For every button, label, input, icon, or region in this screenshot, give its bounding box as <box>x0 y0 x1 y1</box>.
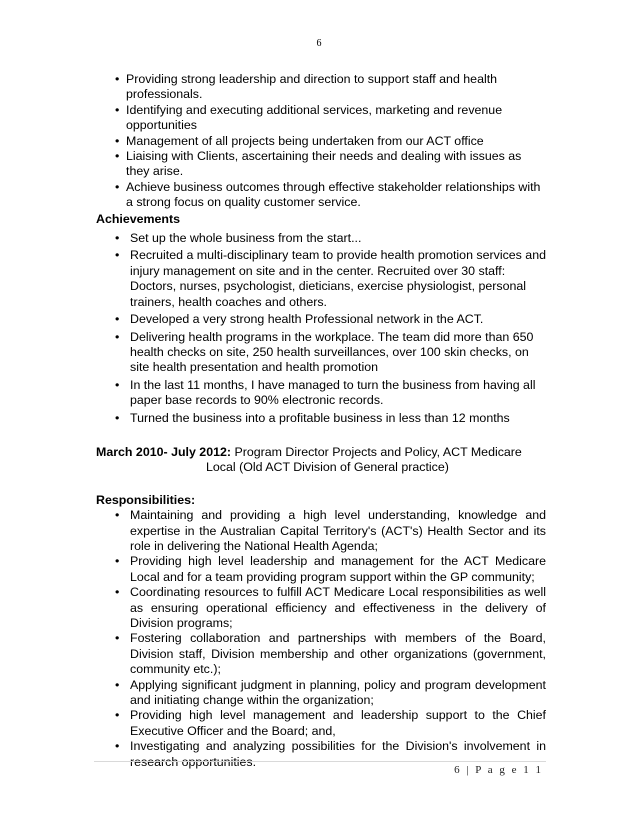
role-dates: March 2010- July 2012: <box>96 444 231 459</box>
responsibilities-heading: Responsibilities: <box>96 492 196 507</box>
list-item: • Identifying and executing additional services, marketing and revenue opportunities <box>96 103 546 134</box>
list-item: • Coordinating resources to fulfill ACT Medicare Local responsibilities as well as ensuring operational efficiency and effectiveness in the delivery of Division programs; <box>96 585 546 631</box>
list-item: • Delivering health programs in the workplace. The team did more than 650 health checks on site, 250 health surveillances, over 100 skin checks, on site health presentation and health promotion <box>96 330 546 376</box>
footer-divider <box>94 761 546 762</box>
list-item: • Liaising with Clients, ascertaining their needs and dealing with issues as they arise. <box>96 149 546 180</box>
list-item: • Fostering collaboration and partnerships with members of the Board, Division staff, Division membership and other organizations (government, community etc.); <box>96 631 546 677</box>
list-item: • Applying significant judgment in planning, policy and program development and initiating change within the organization; <box>96 678 546 709</box>
achievements-heading: Achievements <box>96 211 181 226</box>
list-item: • Set up the whole business from the start... <box>96 231 546 246</box>
role-entry <box>96 445 546 476</box>
list-item: • Developed a very strong health Professional network in the ACT. <box>96 312 546 327</box>
list-item: • Turned the business into a profitable business in less than 12 months <box>96 411 546 426</box>
page-number-header: 6 <box>316 38 322 49</box>
list-item: • Recruited a multi-disciplinary team to provide health promotion services and injury management on site and in the center. Recruited over 30 staff: Doctors, nurses, psychologist, dieticians, exercise physiologist, personal trainers, health coaches and others. <box>96 248 546 310</box>
list-item: • Investigating and analyzing possibilities for the Division's involvement in research opportunities. <box>96 739 546 770</box>
list-item: • Providing strong leadership and direction to support staff and health professionals. <box>96 72 546 103</box>
list-item: • Management of all projects being undertaken from our ACT office <box>96 134 546 149</box>
responsibilities-list <box>96 508 546 770</box>
list-item: • Maintaining and providing a high level understanding, knowledge and expertise in the Australian Capital Territory's (ACT's) Health Sector and its role in delivering the National Health Agenda; <box>96 508 546 554</box>
list-item: • Achieve business outcomes through effective stakeholder relationships with a strong focus on quality customer service. <box>96 180 546 211</box>
role-title: Program Director Projects and Policy, ACT Medicare <box>231 444 522 459</box>
list-item: • In the last 11 months, I have managed to turn the business from having all paper base records to 90% electronic records. <box>96 378 546 409</box>
page-footer: 6 | P a g e 1 1 <box>454 764 543 776</box>
role-title-continued: Local (Old ACT Division of General practice) <box>206 460 449 475</box>
achievements-list <box>96 231 546 426</box>
list-item: • Providing high level management and leadership support to the Chief Executive Officer and the Board; and, <box>96 708 546 739</box>
list-item: • Providing high level leadership and management for the ACT Medicare Local and for a team providing program support within the GP community; <box>96 554 546 585</box>
intro-bullet-list <box>96 72 546 211</box>
document-body <box>96 72 546 770</box>
